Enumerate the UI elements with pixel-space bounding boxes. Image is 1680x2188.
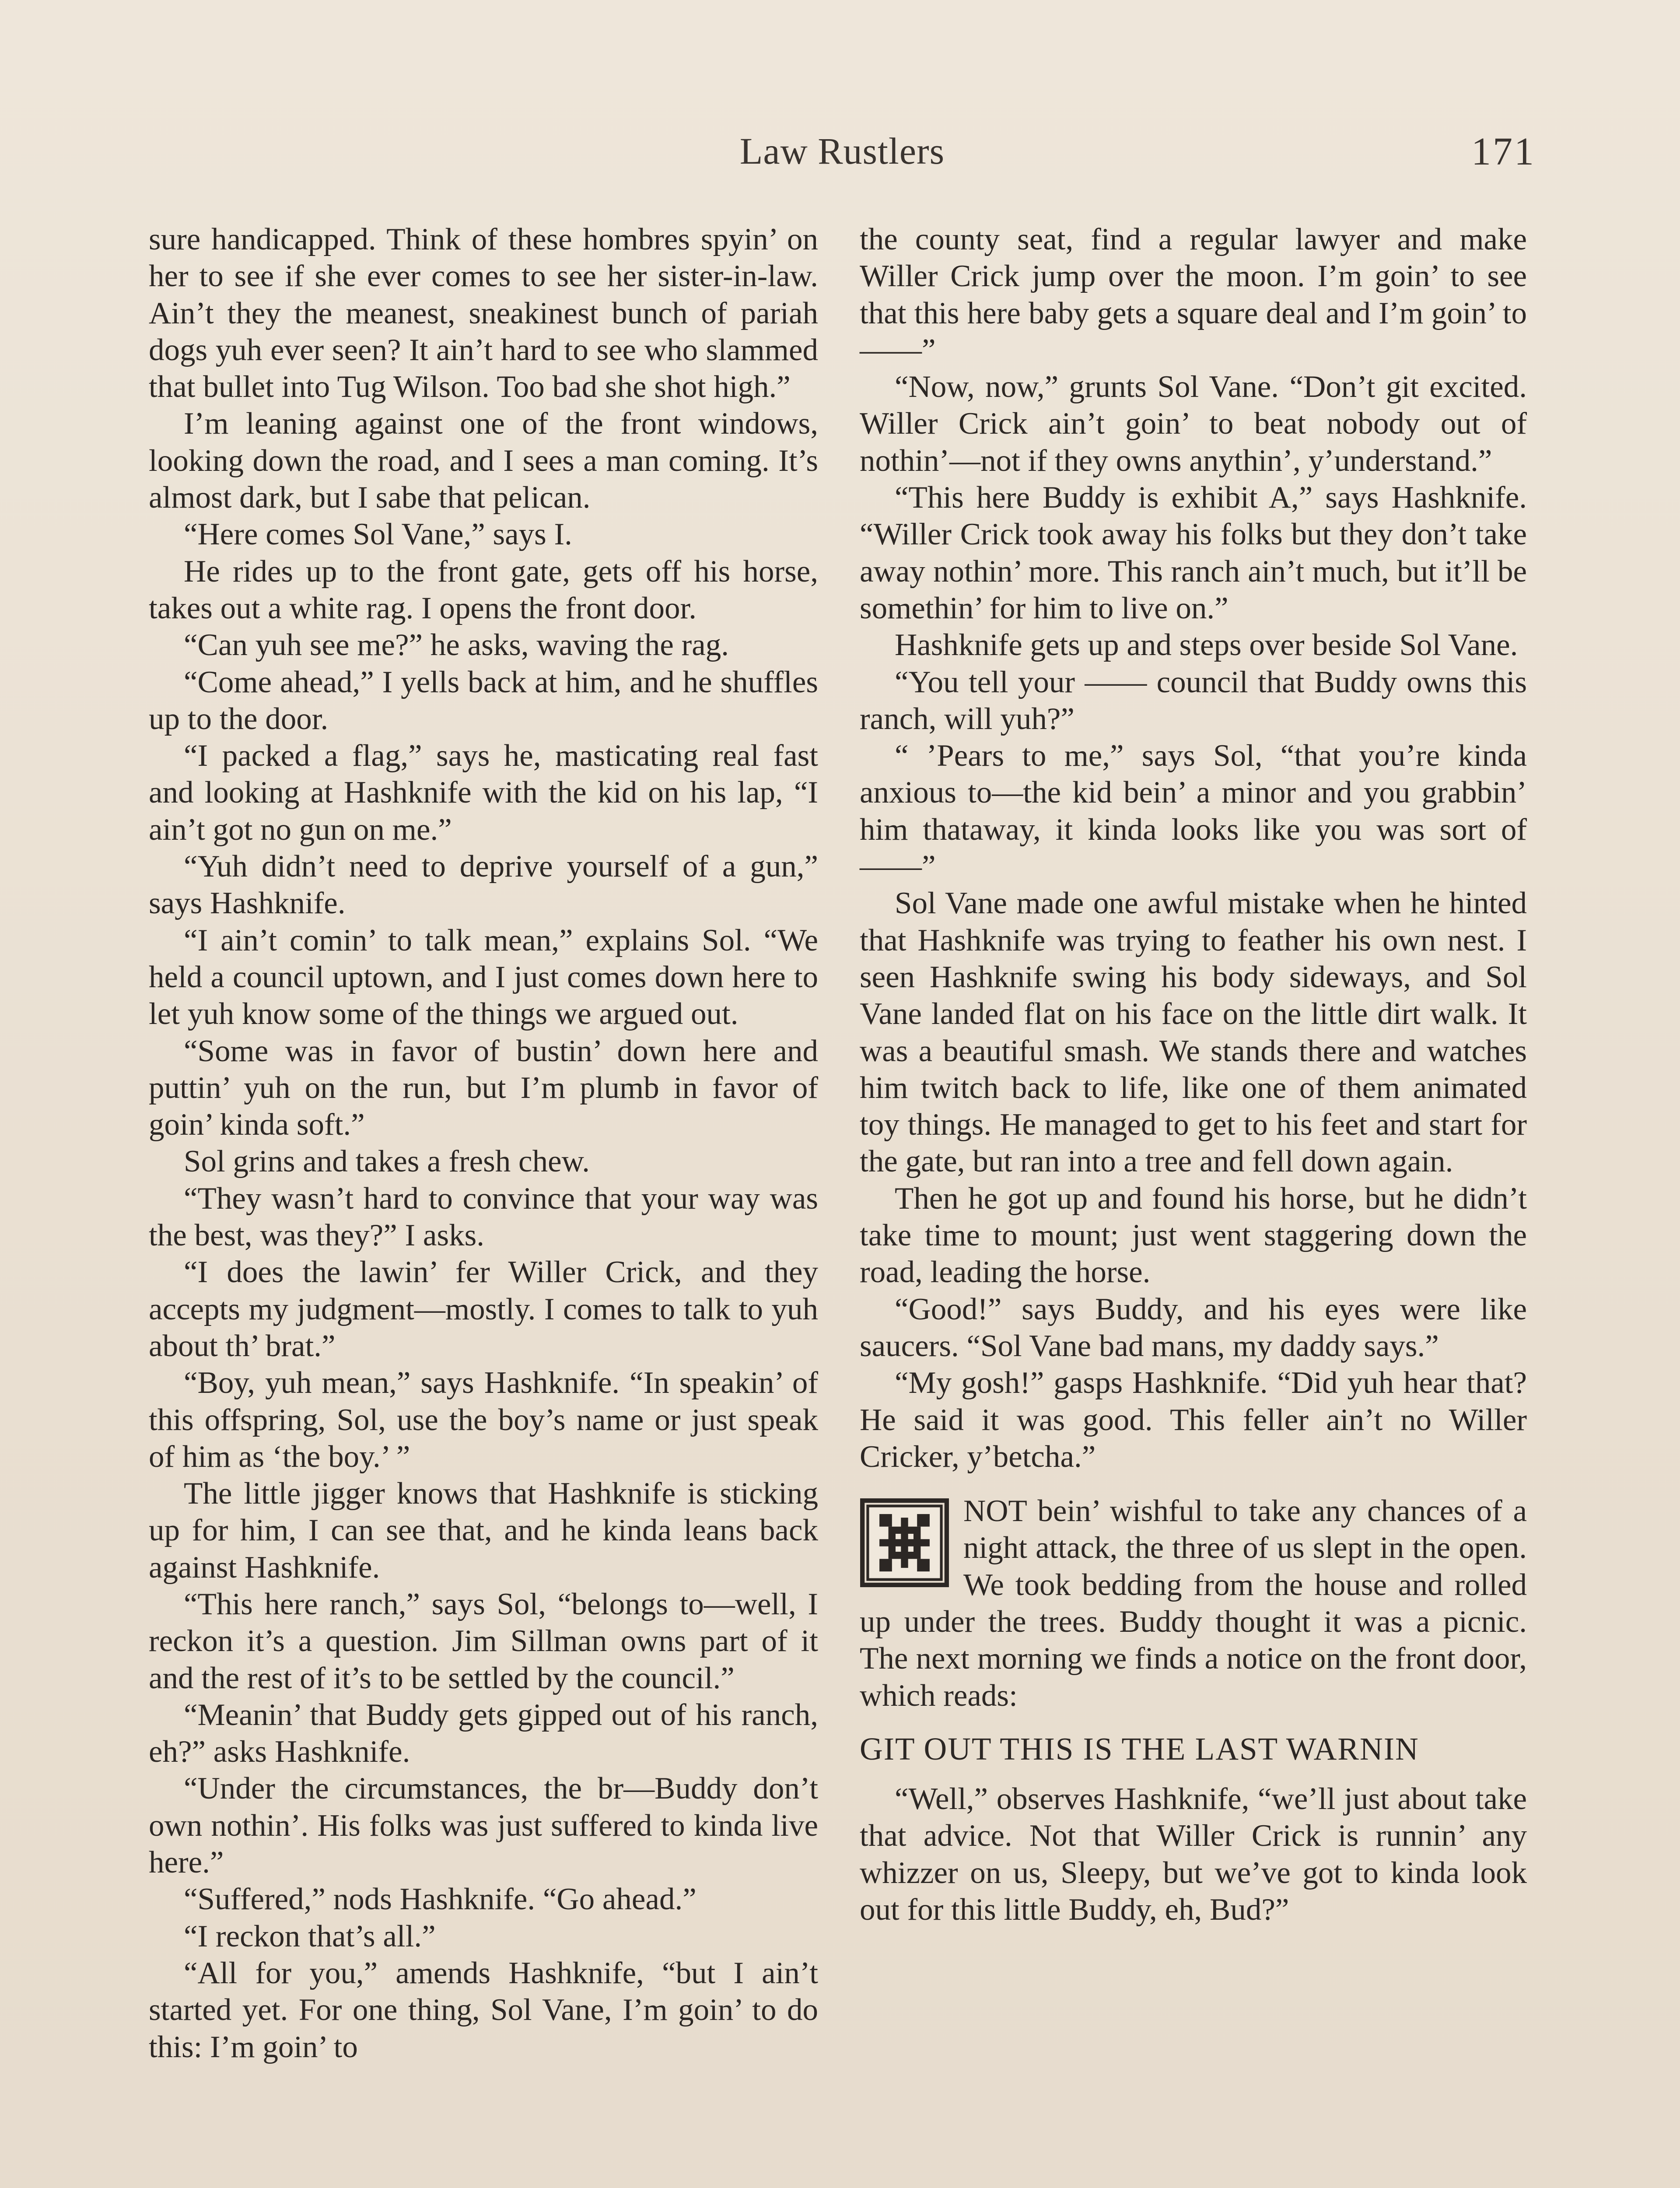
paragraph: Then he got up and found his horse, but he didn’t take time to mount; just went staggering down the road, leading the horse. <box>860 1181 1527 1290</box>
paragraph: Sol Vane made one awful mistake when he hinted that Hashknife was trying to feather his own nest. I seen Hashknife swing his body sideways, and Sol Vane landed flat on his face on the little dirt walk. It was a beautiful smash. We stands there and watches him twitch back to life, like one of them animated toy things. He managed to get to his feet and start for the gate, but ran into a tree and fell down again. <box>860 886 1527 1179</box>
paragraph: the county seat, find a regular lawyer and make Willer Crick jump over the moon. I’m goin’ to see that this here baby gets a square deal and I’m goin’ to——” <box>860 222 1527 367</box>
running-title: Law Rustlers <box>739 130 945 172</box>
warning-notice: GIT OUT THIS IS THE LAST WARNIN <box>860 1731 1419 1767</box>
paragraph: Sol grins and takes a fresh chew. <box>184 1144 590 1179</box>
paragraph: “Come ahead,” I yells back at him, and he shuffles up to the door. <box>149 665 818 736</box>
paragraph: “You tell your —— council that Buddy owns this ranch, will yuh?” <box>860 665 1527 736</box>
paragraph: “I ain’t comin’ to talk mean,” explains Sol. “We held a council uptown, and I just comes down here to let yuh know some of the things we argued out. <box>149 923 818 1031</box>
paragraph: “All for you,” amends Hashknife, “but I ain’t started yet. For one thing, Sol Vane, I’m goin’ to do this: I’m goin’ to <box>149 1956 818 2064</box>
paragraph: “This here ranch,” says Sol, “belongs to—well, I reckon it’s a question. Jim Sillman owns part of it and the rest of it’s to be settled by the council.” <box>149 1587 818 1695</box>
paragraph: “My gosh!” gasps Hashknife. “Did yuh hear that? He said it was good. This feller ain’t no Willer Cricker, y’betcha.” <box>860 1366 1527 1474</box>
paragraph: “Good!” says Buddy, and his eyes were like saucers. “Sol Vane bad mans, my daddy says.” <box>860 1292 1527 1363</box>
paragraph: sure handicapped. Think of these hombres spyin’ on her to see if she ever comes to see her sister-in-law. Ain’t they the meanest, sneakinest bunch of pariah dogs yuh ever seen? It ain’t hard to see who slammed that bullet into Tug Wilson. Too bad she shot high.” <box>149 222 818 404</box>
page-number: 171 <box>1471 130 1536 173</box>
paragraph: “I reckon that’s all.” <box>184 1919 436 1953</box>
paragraph: “Suffered,” nods Hashknife. “Go ahead.” <box>184 1882 696 1917</box>
paragraph: “This here Buddy is exhibit A,” says Hashknife. “Willer Crick took away his folks but they don’t take away nothin’ more. This ranch ain’t much, but it’ll be somethin’ for him to live on.” <box>860 480 1527 625</box>
paragraph: “ ’Pears to me,” says Sol, “that you’re kinda anxious to—the kid bein’ a minor and you grabbin’ him thataway, it kinda looks like you was sort of——” <box>860 739 1527 884</box>
paragraph: He rides up to the front gate, gets off his horse, takes out a white rag. I opens the front door. <box>149 554 818 625</box>
brand-mark-ornament-icon <box>860 1498 949 1588</box>
paragraph: “They wasn’t hard to convince that your way was the best, was they?” I asks. <box>149 1181 818 1253</box>
paragraph: “I packed a flag,” says he, masticating real fast and looking at Hashknife with the kid on his lap, “I ain’t got no gun on me.” <box>149 739 818 847</box>
right-column <box>860 221 1527 1928</box>
paragraph: “Boy, yuh mean,” says Hashknife. “In speakin’ of this offspring, Sol, use the boy’s name or just speak of him as ‘the boy.’ ” <box>149 1366 818 1474</box>
paragraph: “I does the lawin’ fer Willer Crick, and they accepts my judgment—mostly. I comes to talk to yuh about th’ brat.” <box>149 1255 818 1363</box>
paragraph: “Under the circumstances, the br—Buddy don’t own nothin’. His folks was just suffered to kinda live here.” <box>149 1771 818 1880</box>
left-column <box>149 221 818 2065</box>
paragraph: “Here comes Sol Vane,” says I. <box>184 517 572 552</box>
section-opening-paragraph: NOT bein’ wishful to take any chances of a night attack, the three of us slept in the open. We took bedding from the house and rolled up under the trees. Buddy thought it was a picnic. The next morning we finds a notice on the front door, which reads: <box>860 1494 1527 1713</box>
paragraph: I’m leaning against one of the front windows, looking down the road, and I sees a man coming. It’s almost dark, but I sabe that pelican. <box>149 407 818 515</box>
paragraph: “Meanin’ that Buddy gets gipped out of his ranch, eh?” asks Hashknife. <box>149 1697 818 1769</box>
paragraph: “Now, now,” grunts Sol Vane. “Don’t git excited. Willer Crick ain’t goin’ to beat nobody out of nothin’—not if they owns anythin’, y’understand.” <box>860 370 1527 478</box>
paragraph: “Yuh didn’t need to deprive yourself of a gun,” says Hashknife. <box>149 849 818 921</box>
paragraph: “Well,” observes Hashknife, “we’ll just about take that advice. Not that Willer Crick is runnin’ any whizzer on us, Sleepy, but we’ve got to kinda look out for this little Buddy, eh, Bud?” <box>860 1782 1527 1927</box>
paragraph: The little jigger knows that Hashknife is sticking up for him, I can see that, and he kinda leans back against Hashknife. <box>149 1476 818 1585</box>
paragraph: Hashknife gets up and steps over beside Sol Vane. <box>895 628 1518 663</box>
page-header <box>149 129 1536 195</box>
paragraph: “Some was in favor of bustin’ down here and puttin’ yuh on the run, but I’m plumb in favor of goin’ kinda soft.” <box>149 1034 818 1142</box>
section-break <box>860 1493 1527 1714</box>
paragraph: “Can yuh see me?” he asks, waving the rag. <box>184 628 729 663</box>
